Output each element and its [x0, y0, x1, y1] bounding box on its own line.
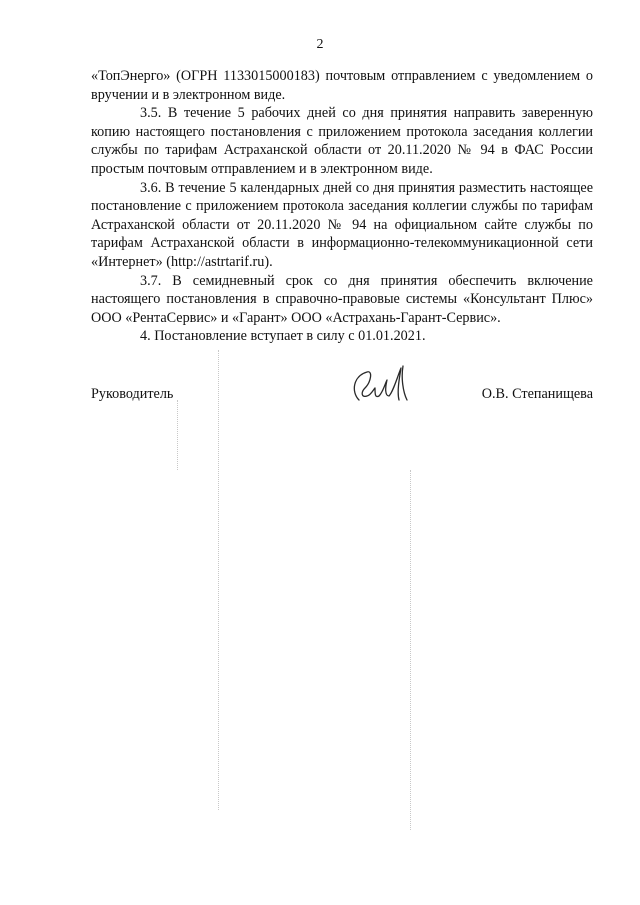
scan-artifact-line — [410, 470, 411, 830]
scan-artifact-line — [177, 400, 178, 470]
signatory-name: О.В. Степанищева — [481, 386, 593, 402]
signatory-title: Руководитель — [91, 386, 174, 402]
paragraph-3-7: 3.7. В семидневный срок со дня принятия обеспечить включение настоящего постановления в справочно-правовые системы «Консультант Плюс» ООО «РентаСервис» и «Гарант» ООО «Астрахань-Гарант-Сервис». — [91, 272, 593, 326]
paragraph-continuation: «ТопЭнерго» (ОГРН 1133015000183) почтовым отправлением с уведомлением о вручении и в электронном виде. — [91, 68, 593, 103]
scan-artifact-line — [218, 350, 219, 810]
page-number: 2 — [316, 37, 324, 52]
paragraph-4: 4. Постановление вступает в силу с 01.01.2021. — [140, 328, 426, 345]
signature-block — [91, 378, 593, 418]
paragraph-3-5: 3.5. В течение 5 рабочих дней со дня принятия направить заверенную копию настоящего постановления с приложением протокола заседания коллегии службы по тарифам Астраханской области от 20.11.2020 № 94 в ФАС России простым почтовым отправлением и в электронном виде. — [91, 105, 593, 177]
handwritten-signature — [341, 362, 421, 412]
document-body — [91, 67, 593, 346]
paragraph-3-6: 3.6. В течение 5 календарных дней со дня принятия разместить настоящее постановление с приложением протокола заседания коллегии службы по тарифам Астраханской области от 20.11.2020 № 94 на официальном сайте службы по тарифам Астраханской области в информационно-телекоммуникационной сети «Интернет» (http://astrtarif.ru). — [91, 179, 593, 270]
